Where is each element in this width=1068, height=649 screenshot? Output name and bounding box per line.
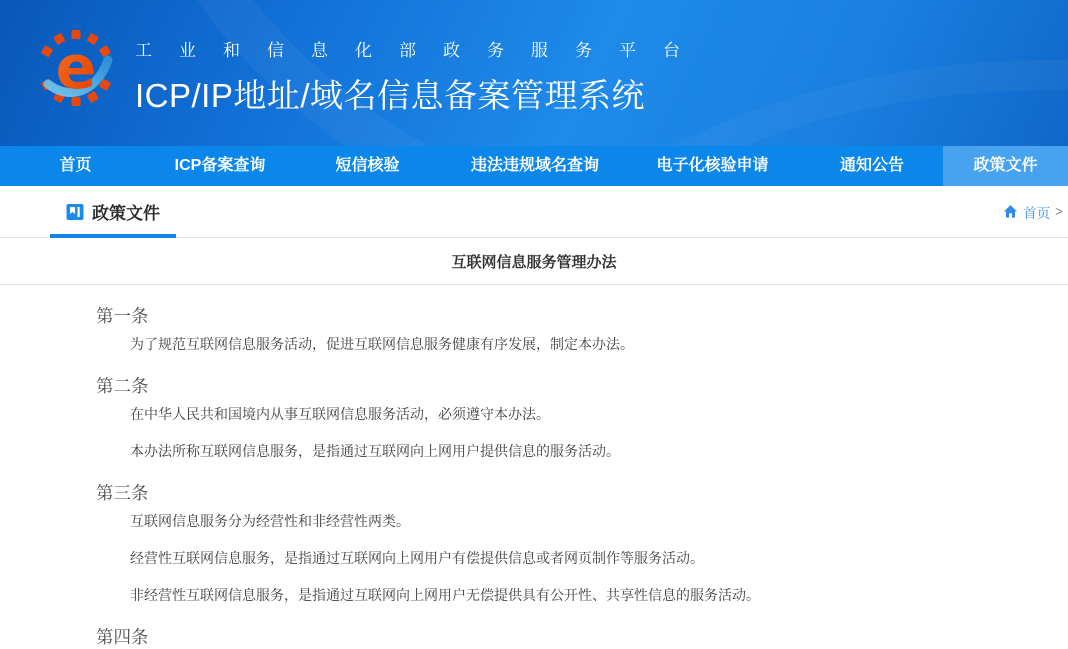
system-title: ICP/IP地址/域名信息备案管理系统 (135, 77, 646, 114)
article-heading: 第三条 (96, 483, 149, 503)
breadcrumb-separator: > (1055, 204, 1063, 219)
home-icon (1003, 204, 1018, 219)
nav-item-home[interactable]: 首页 (59, 157, 92, 174)
nav-item-policy-documents[interactable]: 政策文件 (943, 146, 1068, 186)
nav-item-illegal-domain-query[interactable]: 违法违规域名查询 (470, 157, 599, 174)
nav-item-e-verify-apply[interactable]: 电子化核验申请 (656, 157, 769, 174)
nav-item-icp-query[interactable]: ICP备案查询 (174, 157, 266, 174)
article-paragraph: 本办法所称互联网信息服务，是指通过互联网向上网用户提供信息的服务活动。 (130, 443, 620, 459)
nav-item-notices[interactable]: 通知公告 (839, 157, 904, 174)
article-paragraph: 经营性互联网信息服务，是指通过互联网向上网用户有偿提供信息或者网页制作等服务活动。 (130, 550, 704, 566)
article-paragraph: 为了规范互联网信息服务活动，促进互联网信息服务健康有序发展，制定本办法。 (130, 336, 634, 352)
document-body (0, 304, 1068, 649)
miit-gear-e-logo-icon (38, 24, 118, 110)
section-divider (0, 237, 1068, 238)
article-paragraph: 非经营性互联网信息服务，是指通过互联网向上网用户无偿提供具有公开性、共享性信息的服务活动。 (130, 587, 760, 603)
article-heading: 第四条 (96, 627, 149, 647)
platform-title: 工业和信息化部政务服务平台 (135, 41, 707, 60)
svg-text:e: e (55, 33, 97, 103)
breadcrumb (1003, 186, 1063, 237)
article-heading: 第二条 (96, 376, 149, 396)
active-section-underline (50, 234, 176, 238)
article-heading: 第一条 (96, 306, 149, 326)
title-divider (0, 284, 1068, 285)
policy-book-icon (66, 203, 84, 221)
section-header-row (0, 186, 1068, 237)
nav-item-sms-verify[interactable]: 短信核验 (335, 157, 400, 174)
main-nav (0, 146, 1068, 186)
article-paragraph: 互联网信息服务分为经营性和非经营性两类。 (130, 513, 410, 529)
breadcrumb-home-link[interactable]: 首页 (1023, 205, 1051, 221)
site-header (0, 0, 1068, 146)
section-title: 政策文件 (92, 204, 160, 223)
document-title: 互联网信息服务管理办法 (451, 253, 617, 271)
article-paragraph: 在中华人民共和国境内从事互联网信息服务活动，必须遵守本办法。 (130, 406, 550, 422)
